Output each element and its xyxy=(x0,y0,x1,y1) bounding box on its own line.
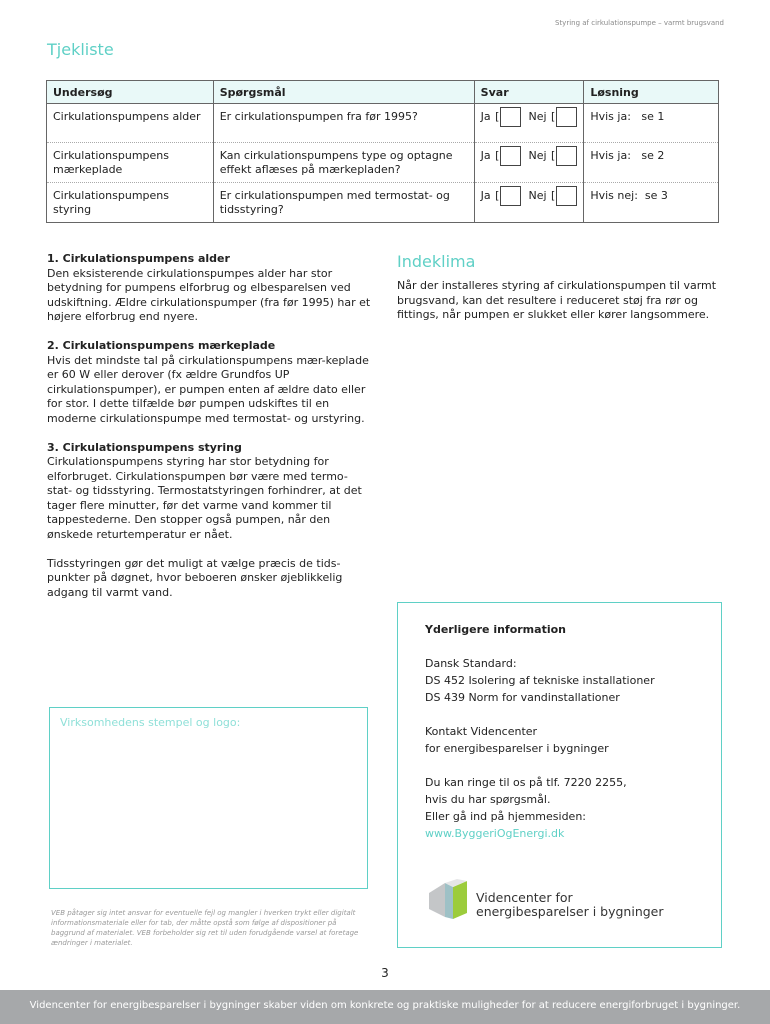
section-heading: 3. Cirkulationspumpens styring xyxy=(47,440,242,454)
solution-cell: Hvis ja: se 2 xyxy=(584,143,719,183)
yes-checkbox[interactable] xyxy=(500,146,521,166)
logo-line: energibesparelser i bygninger xyxy=(476,904,664,919)
question-cell: Er cirkulationspumpen med termostat- og tidsstyring? xyxy=(213,183,474,223)
standard-ds452: DS 452 Isolering af tekniske installationer xyxy=(425,674,655,687)
question-cell: Kan cirkulationspumpens type og optagne effekt aflæses på mærkepladen? xyxy=(213,143,474,183)
column-header: Svar xyxy=(474,81,584,104)
running-header: Styring af cirkulationspumpe – varmt brugsvand xyxy=(554,19,724,27)
website-link[interactable]: www.ByggeriOgEnergi.dk xyxy=(425,827,565,840)
indeklima-text: Når der installeres styring af cirkulationspumpen til varmt brugsvand, kan det resultere i reduceret støj fra rør og fittings, når pumpen er slukket eller kører langsommere. xyxy=(397,279,717,321)
solution-cell: Hvis ja: se 1 xyxy=(584,104,719,143)
answer-cell: Ja [ Nej [ xyxy=(474,143,584,183)
checklist-table xyxy=(46,80,719,223)
yes-label: Ja xyxy=(480,149,491,162)
no-checkbox[interactable] xyxy=(556,146,577,166)
table-header-row xyxy=(47,81,719,104)
table-row xyxy=(47,104,719,143)
no-checkbox[interactable] xyxy=(556,186,577,206)
topic-cell: Cirkulationspumpens mærkeplade xyxy=(47,143,214,183)
column-header: Løsning xyxy=(584,81,719,104)
info-box xyxy=(397,602,722,948)
contact-line: for energibesparelser i bygninger xyxy=(425,742,609,755)
no-checkbox[interactable] xyxy=(556,107,577,127)
contact-line: Kontakt Videncenter xyxy=(425,725,538,738)
checklist-title: Tjekliste xyxy=(47,40,114,59)
yes-label: Ja xyxy=(480,189,491,202)
indeklima-title: Indeklima xyxy=(397,252,476,271)
column-header: Spørgsmål xyxy=(213,81,474,104)
logo-line: Videncenter for xyxy=(476,890,573,905)
section-text: Den eksisterende cirkulationspumpes alder har stor betydning for pumpens elforbrug og elbesparelsen ved udskiftning. Ældre cirkulationspumper (fra før 1995) har et højere elforbrug end nyere. xyxy=(47,266,371,323)
section-heading: 2. Cirkulationspumpens mærkeplade xyxy=(47,339,276,352)
topic-cell: Cirkulationspumpens styring xyxy=(47,183,214,223)
section-3 xyxy=(47,441,372,543)
question-cell: Er cirkulationspumpen fra før 1995? xyxy=(213,104,474,143)
web-intro: Eller gå ind på hjemmesiden: xyxy=(425,810,587,823)
table-row xyxy=(47,143,719,183)
no-label: Nej xyxy=(528,189,547,202)
footer-bar: Videncenter for energibesparelser i bygninger skaber viden om konkrete og praktiske muligheder for at reducere energiforbruget i bygninger. xyxy=(0,990,770,1024)
yes-checkbox[interactable] xyxy=(500,186,521,206)
solution-cell: Hvis nej: se 3 xyxy=(584,183,719,223)
phone-line: Du kan ringe til os på tlf. 7220 2255, xyxy=(425,776,627,789)
left-column xyxy=(47,252,372,615)
yes-label: Ja xyxy=(480,110,491,123)
standards-block xyxy=(425,655,655,706)
stamp-label: Virksomhedens stempel og logo: xyxy=(60,716,241,729)
info-heading: Yderligere information xyxy=(425,623,566,636)
yes-checkbox[interactable] xyxy=(500,107,521,127)
answer-cell: Ja [ Nej [ xyxy=(474,104,584,143)
section-text: Hvis det mindste tal på cirkulationspumpens mær-keplade er 60 W eller derover (fx ældre Grundfos UP cirkulationspumper), er pumpen enten af ældre dato eller for stor. I dette tilfælde bør pumpen udskiftes til en moderne cirkulationspumpe med termostat- og urstyring. xyxy=(47,353,369,425)
contact-block xyxy=(425,723,655,757)
no-label: Nej xyxy=(528,149,547,162)
phone-block xyxy=(425,774,655,842)
extra-paragraph: Tidsstyringen gør det muligt at vælge præcis de tids-punkter på døgnet, hvor beboeren ønsker øjeblikkelig adgang til varmt vand. xyxy=(47,556,343,599)
no-label: Nej xyxy=(528,110,547,123)
disclaimer: VEB påtager sig intet ansvar for eventuelle fejl og mangler i hverken trykt eller digitalt informationsmateriale eller for tab, der måtte opstå som følge af dispositioner på baggrund af materialet. VEB forbeholder sig ret til uden forudgående varsel at foretage ændringer i materialet. xyxy=(51,909,359,947)
logo-text xyxy=(476,891,664,919)
phone-line: hvis du har spørgsmål. xyxy=(425,793,551,806)
section-heading: 1. Cirkulationspumpens alder xyxy=(47,252,230,265)
stamp-box xyxy=(49,707,368,889)
standard-ds439: DS 439 Norm for vandinstallationer xyxy=(425,691,620,704)
answer-cell: Ja [ Nej [ xyxy=(474,183,584,223)
topic-cell: Cirkulationspumpens alder xyxy=(47,104,214,143)
house-logo-icon xyxy=(427,879,469,921)
section-1 xyxy=(47,252,372,325)
table-row xyxy=(47,183,719,223)
section-2 xyxy=(47,339,372,426)
column-header: Undersøg xyxy=(47,81,214,104)
section-text: Cirkulationspumpens styring har stor betydning for elforbruget. Cirkulationspumpen bør være med termo-stat- og tidsstyring. Termostatstyringen forhindrer, at det tager flere minutter, før det varme vand kommer til tappestederne. Den stopper også pumpen, når den ønskede returtemperatur er nået. xyxy=(47,455,362,541)
standards-label: Dansk Standard: xyxy=(425,657,517,670)
page-number: 3 xyxy=(381,966,389,980)
